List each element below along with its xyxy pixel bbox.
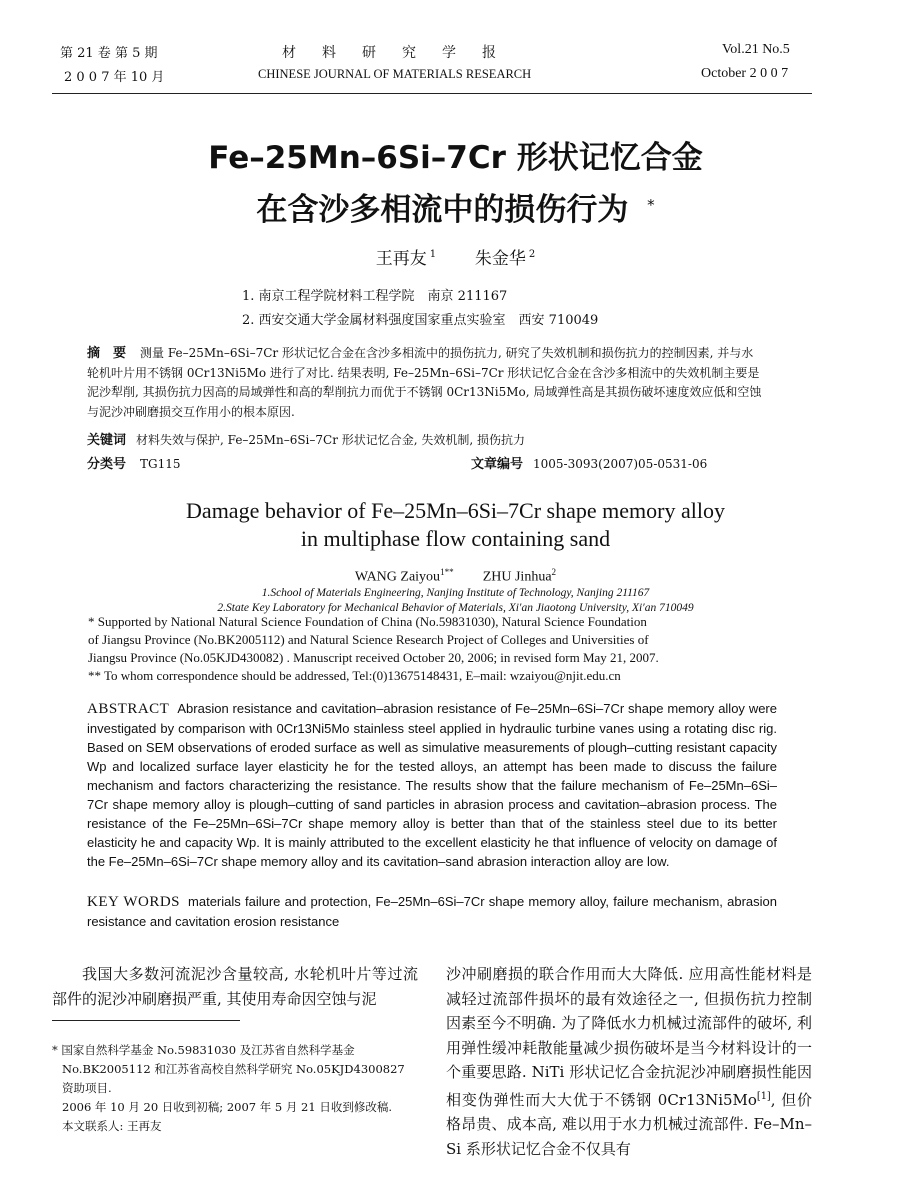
author2-zh-sup: 2	[528, 249, 536, 261]
note-line: Jiangsu Province (No.05KJD430082) . Manuscript received October 20, 2006; in revised form May 21, 2007.	[88, 650, 659, 665]
header-volume-en: Vol.21 No.5	[722, 42, 790, 57]
affiliation-en-1: 1.School of Materials Engineering, Nanjing Institute of Technology, Nanjing 211167	[261, 587, 650, 599]
header-journal-en: CHINESE JOURNAL OF MATERIALS RESEARCH	[258, 67, 532, 81]
footnote-line: 资助项目.	[62, 1081, 112, 1095]
class-number-label: 分类号	[87, 457, 127, 472]
title-zh-line2-wrap	[0, 184, 911, 229]
keywords-en-text: materials failure and protection, Fe–25Mn–6Si–7Cr shape memory alloy, failure mechanism, abrasion resistance and cavitation erosion resistance	[87, 894, 777, 929]
header-journal-zh: 材料研究学报	[282, 45, 522, 61]
footnote-line: 2006 年 10 月 20 日收到初稿; 2007 年 5 月 21 日收到修改稿.	[62, 1100, 392, 1114]
footnote-line: No.BK2005112 和江苏省高校自然科学研究 No.05KJD4300827	[62, 1062, 405, 1076]
footnote-rule	[52, 1020, 240, 1021]
author1-en-sup: 1**	[440, 567, 454, 577]
article-number-value: 1005-3093(2007)05-0531-06	[533, 457, 708, 471]
header-date-en: October 2 0 0 7	[701, 66, 789, 81]
title-zh-mark: *	[647, 196, 655, 214]
note-line: * Supported by National Natural Science Foundation of China (No.59831030), Natural Science Foundation	[88, 614, 647, 629]
abstract-zh-line: 测量 Fe–25Mn–6Si–7Cr 形状记忆合金在含沙多相流中的损伤抗力, 研究了失效机制和损伤抗力的控制因素, 并与水	[140, 346, 754, 360]
authors-zh	[0, 244, 911, 269]
affiliation-zh-1: 1. 南京工程学院材料工程学院 南京 211167	[242, 289, 508, 304]
class-number-value: TG115	[140, 457, 181, 471]
title-zh-line1: Fe–25Mn–6Si–7Cr 形状记忆合金	[208, 140, 703, 176]
abstract-zh-label: 摘 要	[87, 346, 127, 361]
article-number-label: 文章编号	[471, 457, 524, 472]
body-right-text-cont: , 但价格昂贵、成本高, 难以用于水力机械过流部件. Fe–Mn–Si 系形状记忆合金不仅具有	[446, 1090, 812, 1158]
author1-zh-sup: 1	[429, 249, 437, 261]
footnote-zh	[52, 1041, 422, 1136]
abstract-zh-line: 与泥沙冲刷磨损交互作用小的根本原因.	[87, 404, 295, 419]
body-right-text: 沙冲刷磨损的联合作用而大大降低. 应用高性能材料是减轻过流部件损坏的最有效途径之一, 但损伤抗力控制因素至今不明确. 为了降低水力机械过流部件的破坏, 利用弹性缓冲耗散能量减少损伤破坏是当今材料设计的一个重要思路. NiTi 形状记忆合金抗泥沙冲刷磨损性能因相变伪弹性而大大优于不锈钢 0Cr13Ni5Mo	[446, 965, 812, 1109]
abstract-zh-line: 泥沙犁削, 其损伤抗力因高的局域弹性和高的犁削抗力而优于不锈钢 0Cr13Ni5Mo, 局域弹性高是其损伤破坏速度效应低和空蚀	[87, 385, 762, 399]
notes-en	[88, 613, 788, 685]
abstract-en-text: Abrasion resistance and cavitation–abrasion resistance of Fe–25Mn–6Si–7Cr shape memory alloy were investigated by comparison with 0Cr13Ni5Mo stainless steel applied in hydraulic turbine vanes using a rotating disc rig. Based on SEM observations of eroded surface as well as simulative measurements of plough–cutting resistant capacity Wp and localized surface layer elasticity he for the tested alloys, an attempt has been made to discuss the failure mechanism and factors characterizing the resistance. The results show that the failure mechanism of Fe–25Mn–6Si–7Cr shape memory alloy is plough–cutting of sand particles in abrasion process and cavitation–abrasion process. The resistance of the Fe–25Mn–6Si–7Cr shape memory alloy is better than that of the stainless steel due to its better elasticity he and capacity Wp. It is mainly attributed to the excellent elasticity he that influence of velocity on damage of the Fe–25Mn–6Si–7Cr shape memory alloy and its cavitation–sand abrasion interaction alloy are low.	[87, 701, 777, 869]
footnote-line: 本文联系人: 王再友	[62, 1119, 162, 1133]
note-line: of Jiangsu Province (No.BK2005112) and Natural Science Research Project of Colleges and Universities of	[88, 632, 649, 647]
header-rule	[52, 93, 812, 94]
author2-en: ZHU Jinhua	[482, 569, 552, 585]
body-left-paragraph: 我国大多数河流泥沙含量较高, 水轮机叶片等过流部件的泥沙冲刷磨损严重, 其使用寿命因空蚀与泥	[52, 965, 418, 1008]
citation-ref[interactable]: [1]	[756, 1090, 771, 1102]
affiliation-en-2: 2.State Key Laboratory for Mechanical Behavior of Materials, Xi′an Jiaotong University, Xi′an 710049	[217, 602, 694, 614]
body-right-paragraph	[446, 962, 812, 1161]
abstract-en-label: ABSTRACT	[87, 701, 170, 717]
abstract-en	[87, 699, 777, 871]
keywords-en	[87, 892, 777, 931]
abstract-zh	[87, 344, 787, 422]
keywords-en-label: KEY WORDS	[87, 894, 181, 910]
keywords-zh-text: 材料失效与保护, Fe–25Mn–6Si–7Cr 形状记忆合金, 失效机制, 损伤抗力	[136, 433, 526, 447]
header-volume-zh: 第 21 卷 第 5 期	[60, 46, 158, 61]
affiliation-zh-2: 2. 西安交通大学金属材料强度国家重点实验室 西安 710049	[242, 313, 599, 328]
title-en-line2: in multiphase flow containing sand	[300, 526, 611, 551]
authors-en	[0, 567, 911, 586]
keywords-zh	[87, 431, 525, 451]
author1-zh: 王再友	[375, 249, 427, 269]
footnote-line: * 国家自然科学基金 No.59831030 及江苏省自然科学基金	[52, 1043, 355, 1057]
author1-en: WANG Zaiyou	[354, 569, 441, 585]
abstract-zh-line: 轮机叶片用不锈钢 0Cr13Ni5Mo 进行了对比. 结果表明, Fe–25Mn–6Si–7Cr 形状记忆合金在含沙多相流中的失效机制主要是	[87, 365, 760, 380]
author2-zh: 朱金华	[474, 249, 526, 269]
title-zh-line2: 在含沙多相流中的损伤行为	[256, 192, 629, 228]
header-date-zh: 2 0 0 7 年 10 月	[64, 70, 165, 85]
title-en-line1: Damage behavior of Fe–25Mn–6Si–7Cr shape memory alloy	[186, 498, 725, 523]
keywords-zh-label: 关键词	[87, 433, 127, 448]
author2-en-sup: 2	[551, 567, 557, 577]
note-line: ** To whom correspondence should be addressed, Tel:(0)13675148431, E–mail: wzaiyou@njit.edu.cn	[88, 668, 621, 683]
class-number	[87, 455, 181, 475]
article-number	[471, 455, 707, 475]
